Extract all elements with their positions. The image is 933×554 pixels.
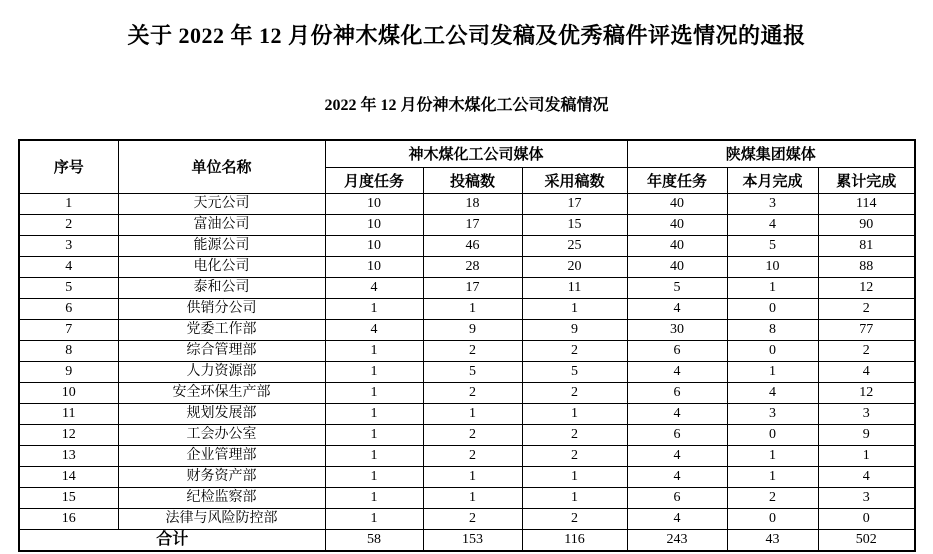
cell-unit: 能源公司 — [118, 235, 325, 256]
cell-no: 3 — [19, 235, 118, 256]
cell-month-completed: 0 — [727, 340, 818, 361]
header-group-shanmei-media: 陕煤集团媒体 — [627, 140, 915, 167]
cell-submitted: 9 — [423, 319, 522, 340]
header-submitted-count: 投稿数 — [423, 167, 522, 193]
cell-no: 2 — [19, 214, 118, 235]
page-title: 关于 2022 年 12 月份神木煤化工公司发稿及优秀稿件评选情况的通报 — [127, 23, 806, 48]
cell-submitted: 1 — [423, 298, 522, 319]
cell-no: 8 — [19, 340, 118, 361]
cell-monthly-task: 1 — [325, 508, 423, 529]
table-row — [19, 298, 915, 319]
cell-cumulative: 4 — [818, 466, 915, 487]
cell-monthly-task: 1 — [325, 424, 423, 445]
header-group-company-media: 神木煤化工公司媒体 — [325, 140, 627, 167]
cell-cumulative: 3 — [818, 487, 915, 508]
cell-submitted: 18 — [423, 193, 522, 214]
table-row — [19, 424, 915, 445]
table-row — [19, 508, 915, 529]
cell-annual-task: 40 — [627, 256, 727, 277]
cell-adopted: 116 — [522, 529, 627, 551]
cell-annual-task: 5 — [627, 277, 727, 298]
table-row — [19, 235, 915, 256]
cell-annual-task: 4 — [627, 445, 727, 466]
cell-unit: 电化公司 — [118, 256, 325, 277]
cell-no: 16 — [19, 508, 118, 529]
cell-month-completed: 43 — [727, 529, 818, 551]
cell-submitted: 2 — [423, 424, 522, 445]
table-row — [19, 466, 915, 487]
cell-submitted: 153 — [423, 529, 522, 551]
cell-no: 4 — [19, 256, 118, 277]
cell-monthly-task: 1 — [325, 466, 423, 487]
table-row — [19, 193, 915, 214]
cell-month-completed: 0 — [727, 424, 818, 445]
cell-monthly-task: 1 — [325, 487, 423, 508]
cell-month-completed: 4 — [727, 382, 818, 403]
cell-annual-task: 6 — [627, 340, 727, 361]
cell-submitted: 1 — [423, 487, 522, 508]
table-row — [19, 214, 915, 235]
cell-month-completed: 10 — [727, 256, 818, 277]
cell-submitted: 46 — [423, 235, 522, 256]
cell-monthly-task: 10 — [325, 256, 423, 277]
cell-submitted: 1 — [423, 403, 522, 424]
cell-no: 14 — [19, 466, 118, 487]
table-title: 2022 年 12 月份神木煤化工公司发稿情况 — [324, 97, 609, 114]
cell-no: 7 — [19, 319, 118, 340]
cell-annual-task: 4 — [627, 508, 727, 529]
cell-cumulative: 3 — [818, 403, 915, 424]
cell-month-completed: 3 — [727, 403, 818, 424]
cell-monthly-task: 4 — [325, 319, 423, 340]
cell-no: 10 — [19, 382, 118, 403]
cell-monthly-task: 10 — [325, 193, 423, 214]
cell-unit: 企业管理部 — [118, 445, 325, 466]
cell-month-completed: 8 — [727, 319, 818, 340]
cell-unit: 富油公司 — [118, 214, 325, 235]
cell-monthly-task: 58 — [325, 529, 423, 551]
cell-no: 15 — [19, 487, 118, 508]
table-row — [19, 361, 915, 382]
total-row — [19, 529, 915, 551]
cell-month-completed: 1 — [727, 361, 818, 382]
cell-adopted: 11 — [522, 277, 627, 298]
cell-cumulative: 0 — [818, 508, 915, 529]
cell-annual-task: 4 — [627, 361, 727, 382]
header-cumulative-completed: 累计完成 — [818, 167, 915, 193]
header-col-unit: 单位名称 — [118, 140, 325, 193]
cell-no: 13 — [19, 445, 118, 466]
cell-month-completed: 5 — [727, 235, 818, 256]
cell-no: 11 — [19, 403, 118, 424]
cell-annual-task: 4 — [627, 466, 727, 487]
cell-submitted: 28 — [423, 256, 522, 277]
cell-annual-task: 40 — [627, 214, 727, 235]
cell-month-completed: 1 — [727, 466, 818, 487]
cell-month-completed: 0 — [727, 508, 818, 529]
cell-no: 5 — [19, 277, 118, 298]
cell-month-completed: 3 — [727, 193, 818, 214]
cell-cumulative: 81 — [818, 235, 915, 256]
table-row — [19, 256, 915, 277]
cell-unit: 供销分公司 — [118, 298, 325, 319]
cell-unit: 人力资源部 — [118, 361, 325, 382]
cell-monthly-task: 1 — [325, 445, 423, 466]
cell-month-completed: 0 — [727, 298, 818, 319]
cell-month-completed: 4 — [727, 214, 818, 235]
cell-submitted: 17 — [423, 214, 522, 235]
cell-adopted: 5 — [522, 361, 627, 382]
cell-unit: 安全环保生产部 — [118, 382, 325, 403]
header-adopted-count: 采用稿数 — [522, 167, 627, 193]
cell-cumulative: 90 — [818, 214, 915, 235]
cell-annual-task: 40 — [627, 193, 727, 214]
cell-submitted: 2 — [423, 340, 522, 361]
table-row — [19, 382, 915, 403]
cell-no: 9 — [19, 361, 118, 382]
cell-submitted: 2 — [423, 508, 522, 529]
cell-submitted: 1 — [423, 466, 522, 487]
cell-monthly-task: 10 — [325, 235, 423, 256]
cell-no: 6 — [19, 298, 118, 319]
cell-month-completed: 2 — [727, 487, 818, 508]
table-row — [19, 277, 915, 298]
cell-adopted: 20 — [522, 256, 627, 277]
table-row — [19, 487, 915, 508]
cell-cumulative: 1 — [818, 445, 915, 466]
cell-annual-task: 6 — [627, 487, 727, 508]
cell-monthly-task: 1 — [325, 403, 423, 424]
cell-cumulative: 77 — [818, 319, 915, 340]
header-month-completed: 本月完成 — [727, 167, 818, 193]
cell-unit: 财务资产部 — [118, 466, 325, 487]
cell-adopted: 15 — [522, 214, 627, 235]
table-row — [19, 340, 915, 361]
table-row — [19, 403, 915, 424]
cell-cumulative: 2 — [818, 340, 915, 361]
header-col-no: 序号 — [19, 140, 118, 193]
cell-annual-task: 4 — [627, 298, 727, 319]
cell-cumulative: 502 — [818, 529, 915, 551]
cell-annual-task: 243 — [627, 529, 727, 551]
cell-monthly-task: 4 — [325, 277, 423, 298]
cell-adopted: 1 — [522, 298, 627, 319]
cell-monthly-task: 1 — [325, 340, 423, 361]
cell-submitted: 2 — [423, 382, 522, 403]
cell-submitted: 5 — [423, 361, 522, 382]
header-group-row — [19, 140, 915, 167]
cell-monthly-task: 1 — [325, 361, 423, 382]
cell-unit: 纪检监察部 — [118, 487, 325, 508]
cell-monthly-task: 1 — [325, 298, 423, 319]
cell-cumulative: 12 — [818, 277, 915, 298]
cell-adopted: 17 — [522, 193, 627, 214]
total-label: 合计 — [19, 529, 325, 551]
cell-no: 12 — [19, 424, 118, 445]
cell-month-completed: 1 — [727, 445, 818, 466]
cell-annual-task: 6 — [627, 424, 727, 445]
table-row — [19, 445, 915, 466]
submission-table — [18, 139, 916, 552]
cell-cumulative: 114 — [818, 193, 915, 214]
cell-no: 1 — [19, 193, 118, 214]
header-annual-task: 年度任务 — [627, 167, 727, 193]
table-row — [19, 319, 915, 340]
cell-submitted: 17 — [423, 277, 522, 298]
cell-adopted: 1 — [522, 466, 627, 487]
cell-adopted: 2 — [522, 340, 627, 361]
cell-adopted: 2 — [522, 382, 627, 403]
cell-unit: 工会办公室 — [118, 424, 325, 445]
cell-cumulative: 9 — [818, 424, 915, 445]
cell-cumulative: 4 — [818, 361, 915, 382]
cell-unit: 天元公司 — [118, 193, 325, 214]
cell-adopted: 25 — [522, 235, 627, 256]
cell-cumulative: 12 — [818, 382, 915, 403]
cell-submitted: 2 — [423, 445, 522, 466]
header-monthly-task: 月度任务 — [325, 167, 423, 193]
cell-unit: 泰和公司 — [118, 277, 325, 298]
cell-adopted: 9 — [522, 319, 627, 340]
cell-unit: 综合管理部 — [118, 340, 325, 361]
cell-adopted: 2 — [522, 508, 627, 529]
cell-adopted: 1 — [522, 487, 627, 508]
cell-cumulative: 88 — [818, 256, 915, 277]
cell-unit: 规划发展部 — [118, 403, 325, 424]
cell-cumulative: 2 — [818, 298, 915, 319]
cell-adopted: 2 — [522, 445, 627, 466]
cell-monthly-task: 10 — [325, 214, 423, 235]
cell-unit: 党委工作部 — [118, 319, 325, 340]
cell-annual-task: 4 — [627, 403, 727, 424]
cell-unit: 法律与风险防控部 — [118, 508, 325, 529]
cell-month-completed: 1 — [727, 277, 818, 298]
cell-annual-task: 6 — [627, 382, 727, 403]
cell-adopted: 1 — [522, 403, 627, 424]
cell-annual-task: 40 — [627, 235, 727, 256]
cell-adopted: 2 — [522, 424, 627, 445]
cell-annual-task: 30 — [627, 319, 727, 340]
cell-monthly-task: 1 — [325, 382, 423, 403]
